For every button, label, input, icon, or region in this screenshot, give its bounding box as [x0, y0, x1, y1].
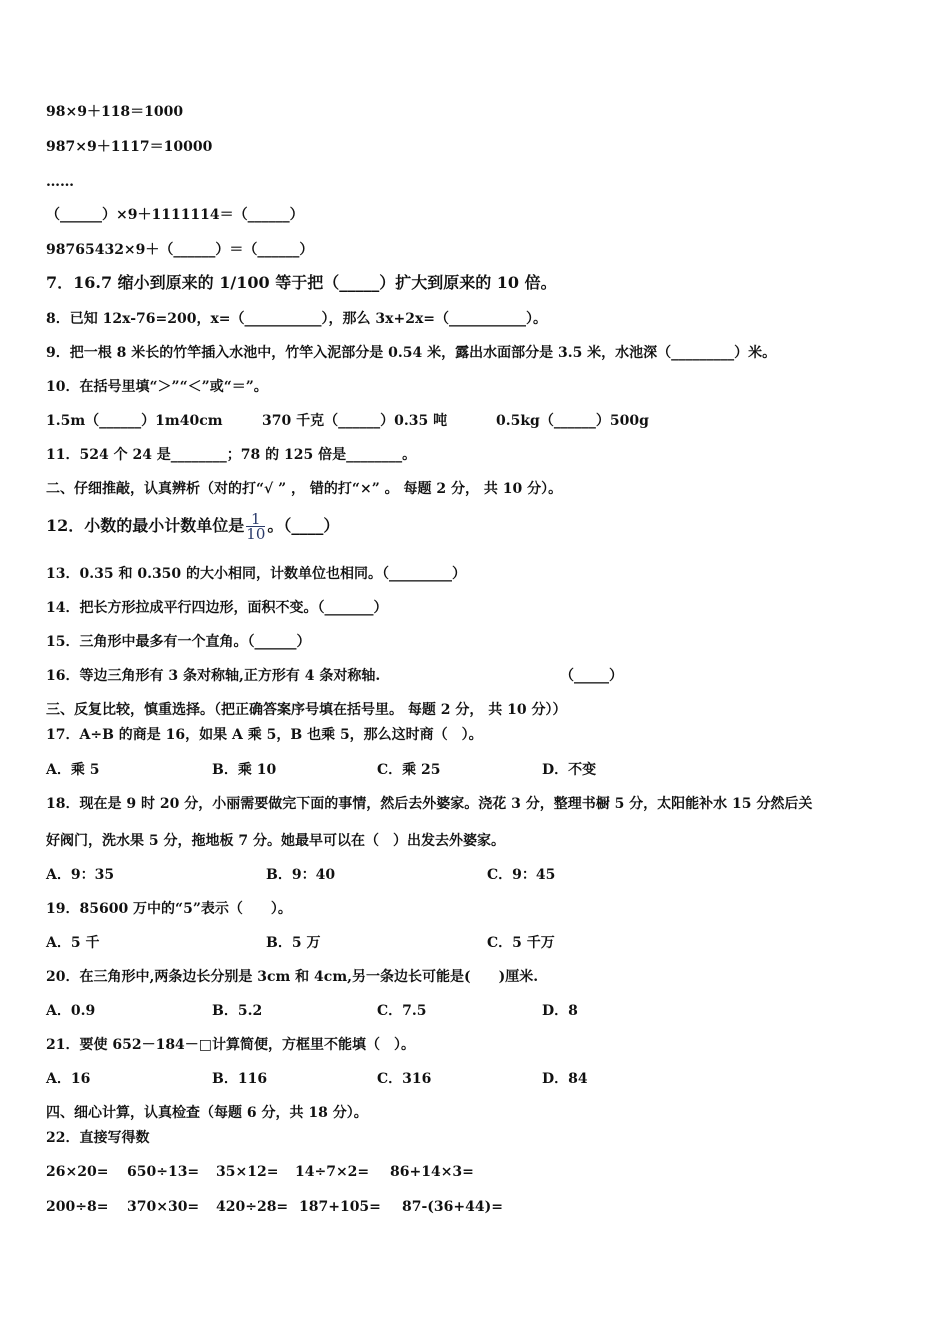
- section-2-heading: 二、仔细推敲，认真辨析（对的打“√ ” ， 错的打“×” 。 每题 2 分， 共 10 分）。: [46, 481, 563, 497]
- question-18-option-b: B．9：40: [266, 867, 336, 883]
- question-10-item-a: 1.5m（______）1m40cm: [46, 413, 223, 429]
- question-11: 11．524 个 24 是________；78 的 125 倍是________。: [46, 447, 417, 463]
- question-20: 20．在三角形中,两条边长分别是 3cm 和 4cm,另一条边长可能是( )厘米.: [46, 969, 539, 985]
- question-19-option-b: B．5 万: [266, 935, 321, 951]
- question-12-text: 12．小数的最小计数单位是: [46, 516, 245, 535]
- question-15: 15．三角形中最多有一个直角。（______）: [46, 634, 311, 650]
- question-20-option-a: A．0.9: [46, 1003, 96, 1019]
- question-17-option-a: A．乘 5: [46, 762, 100, 778]
- question-10-item-c: 0.5kg（______）500g: [496, 413, 649, 429]
- question-14: 14．把长方形拉成平行四边形，面积不变。（_______）: [46, 600, 388, 616]
- equation-line-2: 987×9＋1117＝10000: [46, 139, 213, 155]
- calc-item: 14÷7×2=: [295, 1164, 370, 1180]
- ellipsis-line: ……: [46, 174, 74, 190]
- question-18-option-c: C．9：45: [487, 867, 556, 883]
- calc-item: 26×20=: [46, 1164, 109, 1180]
- question-21-option-c: C．316: [377, 1071, 432, 1087]
- calc-item: 200÷8=: [46, 1199, 109, 1215]
- question-17-option-d: D．不变: [542, 762, 597, 778]
- question-16-blank: （_____）: [560, 668, 623, 684]
- question-18-option-a: A．9：35: [46, 867, 115, 883]
- question-20-option-b: B．5.2: [212, 1003, 263, 1019]
- question-12-blank: 。（____）: [267, 516, 340, 535]
- equation-blank-line-1: （______）×9＋1111114＝（______）: [46, 207, 304, 223]
- question-18-line-2: 好阀门，洗水果 5 分，拖地板 7 分。她最早可以在（ ）出发去外婆家。: [46, 833, 505, 849]
- question-17-option-c: C．乘 25: [377, 762, 441, 778]
- fraction-one-tenth: [246, 512, 265, 541]
- equation-blank-line-2: 98765432×9＋（______）＝（______）: [46, 242, 314, 258]
- question-17: 17．A÷B 的商是 16，如果 A 乘 5，B 也乘 5，那么这时商（ ）。: [46, 727, 483, 743]
- calc-item: 420÷28=: [216, 1199, 289, 1215]
- question-21-option-b: B．116: [212, 1071, 268, 1087]
- question-9: 9．把一根 8 米长的竹竿插入水池中，竹竿入泥部分是 0.54 米，露出水面部分是 3.5 米，水池深（_________）米。: [46, 345, 777, 361]
- question-21-option-d: D．84: [542, 1071, 588, 1087]
- fraction-denominator: 10: [246, 525, 266, 543]
- question-12: [46, 510, 339, 542]
- calc-item: 650÷13=: [127, 1164, 200, 1180]
- question-16: 16．等边三角形有 3 条对称轴,正方形有 4 条对称轴.: [46, 668, 381, 684]
- question-22: 22．直接写得数: [46, 1130, 150, 1146]
- section-4-heading: 四、细心计算，认真检查（每题 6 分，共 18 分）。: [46, 1105, 368, 1121]
- fraction-numerator: 1: [251, 510, 261, 528]
- question-8: 8．已知 12x-76=200，x=（___________），那么 3x+2x=（___________）。: [46, 311, 548, 327]
- question-19-option-a: A．5 千: [46, 935, 100, 951]
- equation-line-1: 98×9＋118＝1000: [46, 104, 184, 120]
- question-10: 10．在括号里填“＞”“＜”或“＝”。: [46, 379, 268, 395]
- question-20-option-c: C．7.5: [377, 1003, 427, 1019]
- section-3-heading: 三、反复比较，慎重选择。（把正确答案序号填在括号里。 每题 2 分， 共 10 分））: [46, 702, 567, 718]
- calc-item: 87-(36+44)=: [402, 1199, 503, 1215]
- question-17-option-b: B．乘 10: [212, 762, 277, 778]
- question-21: 21．要使 652－184－□计算简便，方框里不能填（ ）。: [46, 1037, 416, 1053]
- question-19: 19．85600 万中的“5”表示（ ）。: [46, 901, 292, 917]
- question-21-option-a: A．16: [46, 1071, 91, 1087]
- question-18-line-1: 18．现在是 9 时 20 分，小丽需要做完下面的事情，然后去外婆家。浇花 3 分，整理书橱 5 分，太阳能补水 15 分然后关: [46, 796, 813, 812]
- calc-item: 86+14×3=: [390, 1164, 474, 1180]
- question-7: 7．16.7 缩小到原来的 1/100 等于把（_____）扩大到原来的 10 倍。: [46, 273, 557, 292]
- calc-item: 370×30=: [127, 1199, 200, 1215]
- question-19-option-c: C．5 千万: [487, 935, 555, 951]
- calc-item: 187+105=: [299, 1199, 381, 1215]
- question-13: 13．0.35 和 0.350 的大小相同，计数单位也相同。（_________）: [46, 566, 467, 582]
- question-20-option-d: D．8: [542, 1003, 578, 1019]
- question-10-item-b: 370 千克（______）0.35 吨: [262, 413, 448, 429]
- calc-item: 35×12=: [216, 1164, 279, 1180]
